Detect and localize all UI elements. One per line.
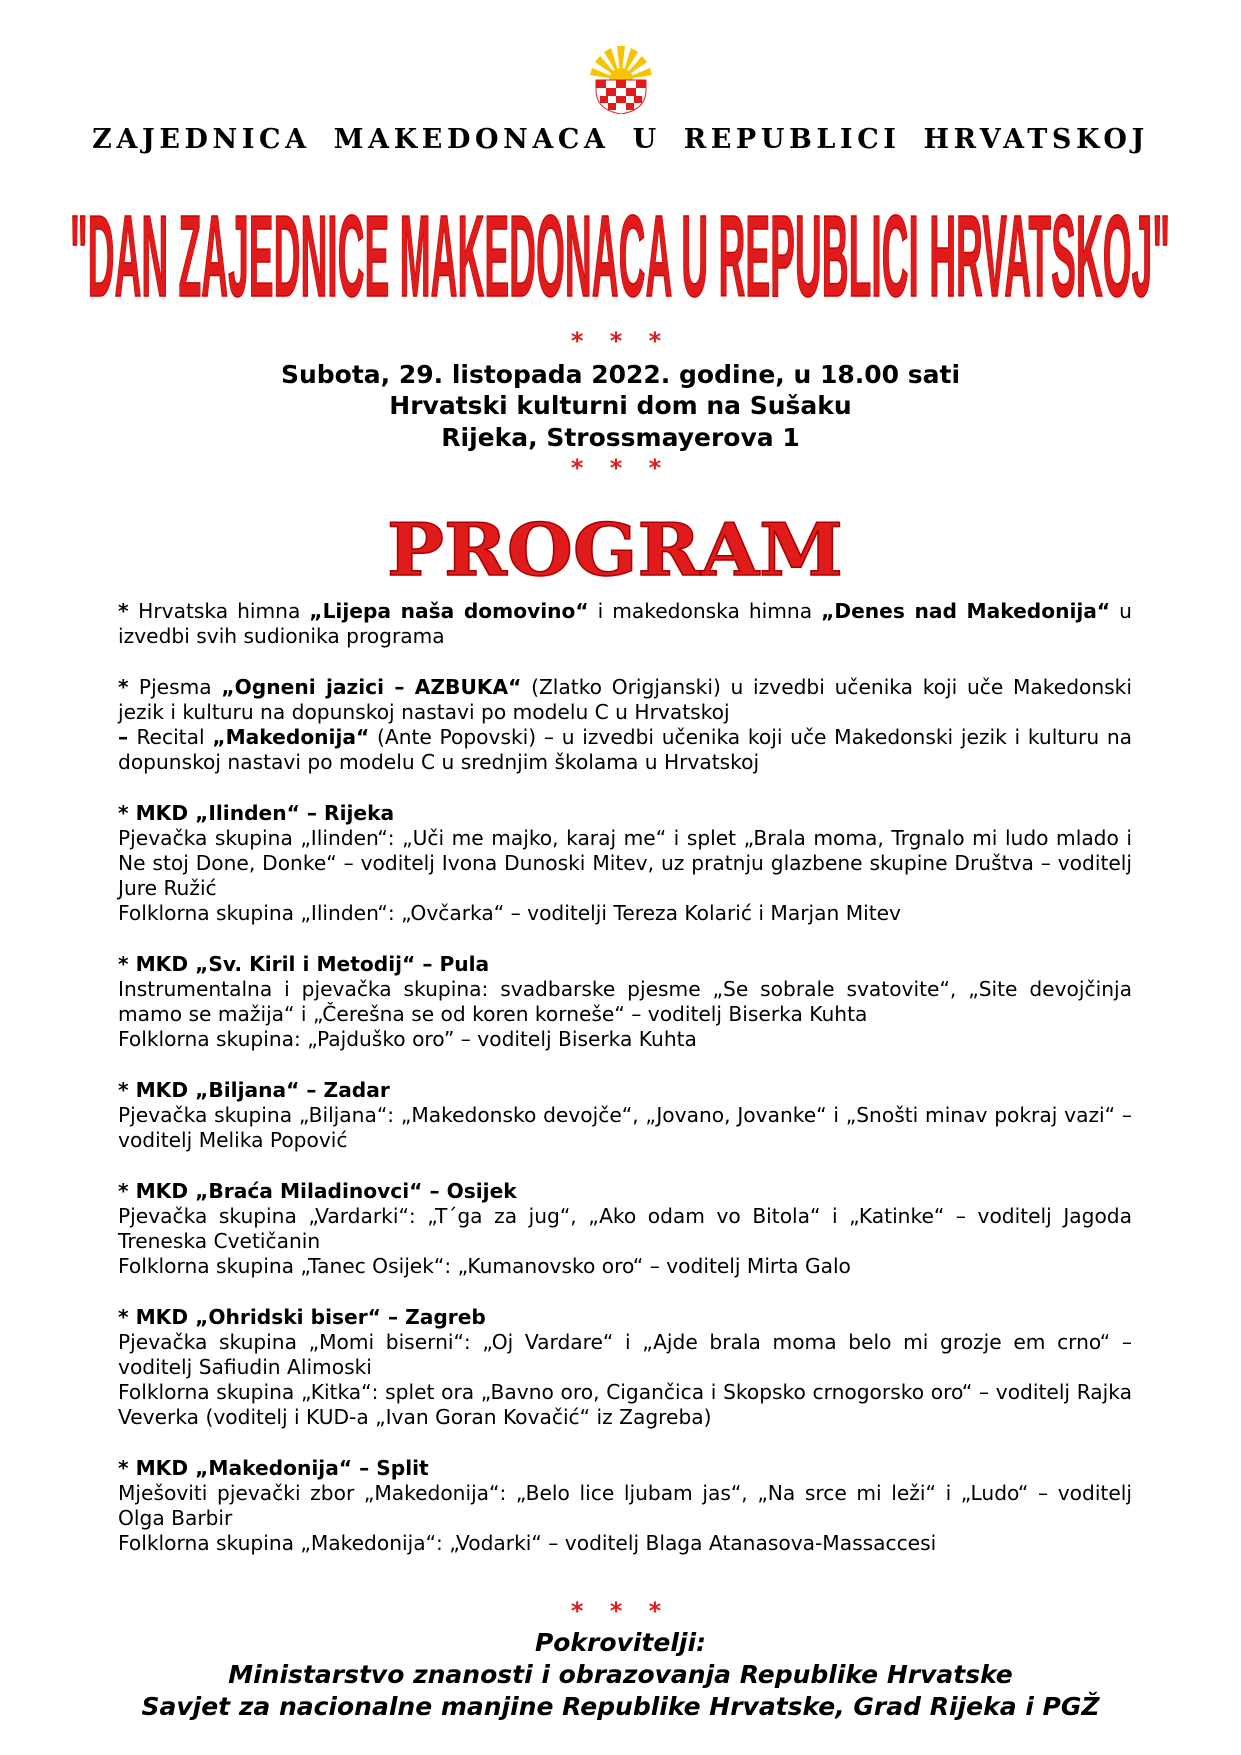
group-line: Mješoviti pjevački zbor „Makedonija“: „Belo lice ljubam jas“, „Na srce mi leži“ i „Ludo“ – voditelj Olga Barbir (118, 1481, 1132, 1531)
group-heading: * MKD „Biljana“ – Zadar (118, 1077, 390, 1102)
group-line: Pjevačka skupina „Vardarki“: „T´ga za jug“, „Ako odam vo Bitola“ i „Katinke“ – voditelj Jagoda Treneska Cvetičanin (118, 1203, 1132, 1253)
group-line: Pjevačka skupina „Ilinden“: „Uči me majko, karaj me“ i splet „Brala moma, Trgnalo mi ludo mlado i Ne stoj Done, Donke“ – voditelj Ivona Dunoski Mitev, uz pratnju glazbene skupine Društva – voditelj Jure Ružić (118, 825, 1132, 901)
group-heading: * MKD „Makedonija“ – Split (118, 1455, 429, 1480)
community-logo-icon (586, 44, 656, 114)
program-item-anthems: * Hrvatska himna „Lijepa naša domovino“ i makedonska himna „Denes nad Makedonija“ u izvedbi svih sudionika programa (118, 599, 1132, 649)
group-line: Folklorna skupina „Tanec Osijek“: „Kumanovsko oro“ – voditelj Mirta Galo (118, 1254, 851, 1279)
group-line: Folklorna skupina „Kitka“: splet ora „Bavno oro, Cigančica i Skopsko crnogorsko oro“ – voditelj Rajka Veverka (voditelj i KUD-a „Ivan Goran Kovačić“ iz Zagreba) (118, 1380, 1132, 1430)
group-line: Folklorna skupina „Ilinden“: „Ovčarka“ – voditelji Tereza Kolarić i Marjan Mitev (118, 901, 902, 926)
group-line: Pjevačka skupina „Biljana“: „Makedonsko devojče“, „Jovano, Jovanke“ i „Snošti minav pokraj vazi“ – voditelj Melika Popović (118, 1103, 1132, 1153)
event-address: Rijeka, Strossmayerova 1 (441, 423, 800, 452)
sponsor-council: Savjet za nacionalne manjine Republike Hrvatske, Grad Rijeka i PGŽ (141, 1692, 1100, 1721)
event-venue: Hrvatski kulturni dom na Sušaku (389, 391, 852, 420)
group-line: Pjevačka skupina „Momi biserni“: „Oj Vardare“ i „Ajde brala moma belo mi grozje em crno“ – voditelj Safiudin Alimoski (118, 1329, 1132, 1379)
group-heading: * MKD „Braća Miladinovci“ – Osijek (118, 1178, 517, 1203)
group-line: Folklorna skupina: „Pajduško oro” – voditelj Biserka Kuhta (118, 1027, 697, 1052)
program-heading-text: PROGRAM (387, 507, 843, 587)
group-heading: * MKD „Ohridski biser“ – Zagreb (118, 1304, 486, 1329)
program-list (118, 599, 1132, 1557)
middle-stars-divider: * * * (570, 454, 671, 482)
group-line: Instrumentalna i pjevačka skupina: svadbarske pjesme „Se sobrale svatovite“, „Site devojčinja mamo se mažija“ i „Čerešna se od koren korneše“ – voditelj Biserka Kuhta (118, 977, 1132, 1027)
group-heading: * MKD „Sv. Kiril i Metodij“ – Pula (118, 951, 490, 976)
group-line: Folklorna skupina „Makedonija“: „Vodarki“ – voditelj Blaga Atanasova-Massaccesi (118, 1531, 937, 1556)
sponsor-ministry: Ministarstvo znanosti i obrazovanja Republike Hrvatske (228, 1660, 1013, 1689)
group-heading: * MKD „Ilinden“ – Rijeka (118, 800, 395, 825)
sponsors-label: Pokrovitelji: (534, 1628, 707, 1657)
event-date-time: Subota, 29. listopada 2022. godine, u 18.00 sati (280, 360, 961, 389)
program-heading (380, 505, 850, 587)
organization-name: ZAJEDNICA MAKEDONACA U REPUBLICI HRVATSKOJ (92, 124, 1149, 155)
program-item-song: * Pjesma „Ogneni jazici – AZBUKA“ (Zlatko Origjanski) u izvedbi učenika koji uče Makedonski jezik i kulturu na dopunskoj nastavi po modelu C u Hrvatskoj (118, 674, 1132, 724)
top-stars-divider: * * * (570, 327, 671, 355)
event-title (60, 178, 1181, 308)
program-item-recital: – Recital „Makedonija“ (Ante Popovski) – u izvedbi učenika koji uče Makedonski jezik i kulturu na dopunskoj nastavi po modelu C u srednjim školama u Hrvatskoj (118, 725, 1133, 775)
event-title-text: "DAN ZAJEDNICE MAKEDONACA U REPUBLICI HRVATSKOJ" (70, 191, 1170, 308)
bottom-stars-divider: * * * (570, 1597, 671, 1625)
logo-checkerboard (596, 80, 646, 114)
